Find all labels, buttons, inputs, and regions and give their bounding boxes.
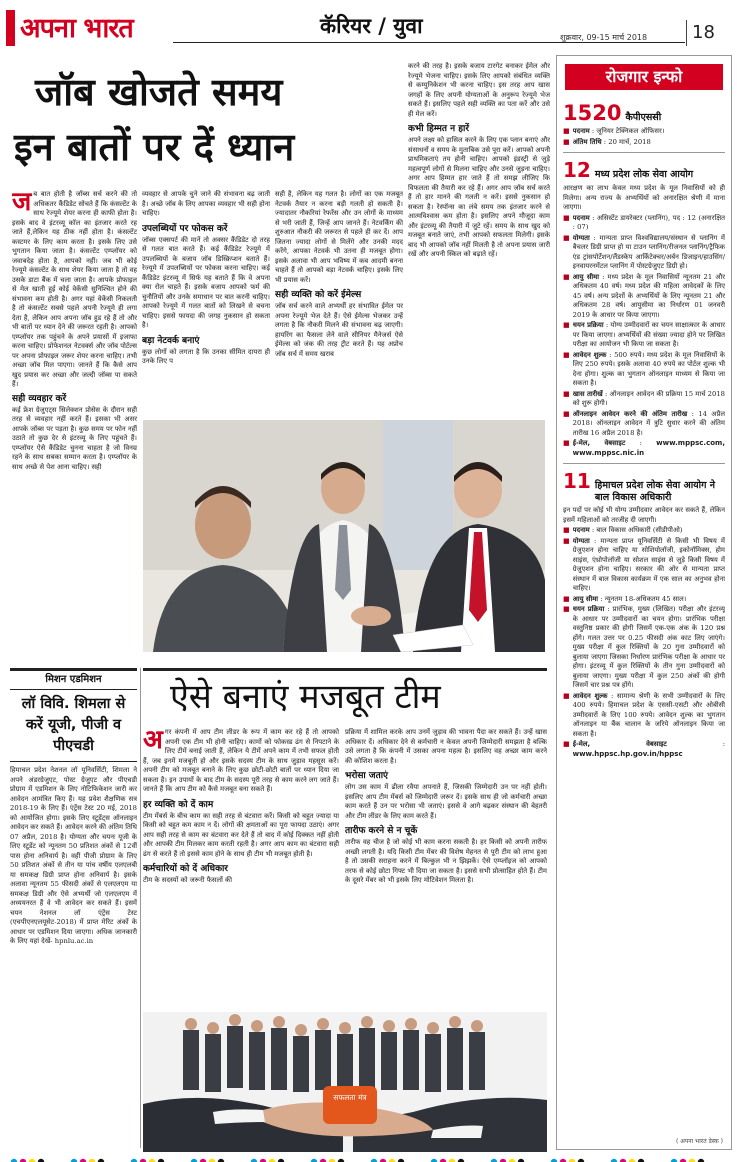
article1-col1 — [12, 190, 137, 518]
job-detail-text: योग्यता : मान्यता प्राप्त विश्वविद्यालय/संस्थान से प्लानिंग में बैचलर डिग्री प्राप्त हो या टाउन प्लानिंग/रीजनल प्लानिंग/ट्रैफिक एंड ट्रांसपोर्टेशन/लैंडस्केप आर्किटेक्चर/अर्बन डिजाइन/हाउसिंग/इनवायरनमेंटल प्लानिंग में पोस्टग्रेजुएट डिग्री हो। — [572, 233, 725, 270]
article2-col1 — [143, 728, 339, 1010]
bullet-icon: ■ — [563, 605, 570, 613]
job-detail — [563, 214, 725, 233]
subhead-behaviour: सही व्यवहार करें — [12, 393, 67, 404]
article1-intro: ब बात होती है जॉब्स सर्च करने की तो अधिकतर कैंडिडेट सोचते हैं कि कंसल्टेंट के साथ रेज्यूमे शेयर करना ही काफी होता है। इसके बाद वे इंटरव्यू कॉल का इंतजार करते रह जाते हैं,लेकिन यह ठीक नहीं होता है। कंसल्टेंट कस्टमर के लिए काम करता है। इसके लिए उसे भुगतान किया जाता है। कंसल्टेंट एम्प्लॉयर को जवाबदेह होता है, आपको नहीं। जब भी कोई रेज्यूमे कंसल्टेंट के साथ शेयर किया जाता है तो वह उसके डाटा बैंक में चला जाता है। आपके प्रोफाइल से मेल खाती हुई कोई वेकेंसी सुनिश्चित होने की संभावना कम होती है। अगर यहां वेकेंसी निकलती है तो कंसल्टेंट सबसे पहले अपनी रेज्यूमे ही लगा देता है, लेकिन आप अपना जॉब हुड रहे हैं तो और भी बातों पर ध्यान देने की जरूरत रहती है। आपको एम्प्लॉयर तक पहुंचने के अपने प्रयासों में इजाफा करना चाहिए। प्रोफेशनल नेटवर्क्स और जॉब पोर्टल्स पर अपना प्रोफाइल जरूर शेयर करना चाहिए। तभी अच्छा जॉब मिल पाएगा। जानते हैं कि कैसे आप खुद प्रयास कर अच्छा और जल्दी जॉब्स पा सकते हैं। — [12, 190, 137, 388]
job-detail — [563, 273, 725, 321]
hand-shake-image — [143, 1012, 547, 1152]
job-detail-text: ऑनलाइन आवेदन करने की अंतिम तारीख : 14 अप्रैल 2018। ऑनलाइन आवेदन में त्रुटि सुधार करने की अंतिम तारीख 16 अप्रैल 2018 है। — [572, 409, 725, 437]
job-detail-value: सामान्य श्रेणी के सभी उम्मीदवारों के लिए 400 रुपये। हिमाचल प्रदेश के एससी-एसटी और ओबीसी उम्मीदवारों के लिए 100 रुपये। आवेदन शुल्क का भुगतान ऑनलाइन या बैंक चालान के जरिये ऑनलाइन किया जा सकता है। — [572, 691, 725, 738]
bullet-icon: ■ — [563, 389, 570, 398]
subhead-work: हर व्यक्ति को दें काम — [143, 799, 214, 810]
issue-date: शुक्रवार, 09-15 मार्च 2018 — [560, 33, 648, 42]
job-detail-text: योग्यता : मान्यता प्राप्त यूनिवर्सिटी से किसी भी विषय में ग्रेजुएशन होना चाहिए या सोशियोलॉजी, इकोनॉमिक्स, होम साइंस, एंथ्रोपोलॉजी या सोशल साइंस से जुड़े किसी विषय में ग्रेजुएशन होना चाहिए। सरकार की ओर से मान्यता प्राप्त संस्थान में बाल विकास कार्यक्रम में एक साल का अनुभव होना चाहिए। — [572, 536, 725, 592]
job-detail-label: योग्यता — [572, 233, 590, 242]
job-detail-label: योग्यता — [572, 536, 590, 545]
subhead-trust: भरोसा जताएं — [345, 771, 389, 781]
article2-col2-text: प्रक्रिया में शामिल करके आप उनमें जुड़ाव की भावना पैदा कर सकते हैं। उन्हें खास अधिकार दें। अधिकार देने से कर्मचारी न केवल अपनी जिम्मेदारी समझता है बल्कि उसे लगता है कि कंपनी में उसका अपना महत्व है। इसलिए वह अच्छा काम करने की कोशिश करता है। — [345, 728, 547, 765]
job-detail — [563, 321, 725, 350]
job-detail — [563, 692, 725, 740]
job-intro: आरक्षण का लाभ केवल मध्य प्रदेश के मूल निवासियों को ही मिलेगा। अन्य राज्य के अभ्यर्थियों को अनारक्षित श्रेणी में माना जाएगा। — [563, 184, 725, 211]
job-vacancy-count: 12 — [563, 158, 591, 182]
bullet-icon: ■ — [563, 594, 570, 603]
job-detail-label: ई-मेल, वेबसाइट — [572, 439, 626, 447]
job-detail-text: पदनाम : बाल विकास अधिकारी (सीडीपीओ) — [572, 526, 683, 534]
sidebar-header-title: रोजगार इन्फो — [605, 67, 683, 86]
article1-col4-text: करने की तरह है। इसके बजाय टारगेट बनाकर ईमेल और रेज्यूमे भेजना चाहिए। इसके लिए आपको संबंधित व्यक्ति से कम्युनिकेशन भी करना चाहिए। इस तरह आप खास जगहों के लिए अपनी योग्यताओं के अनुरूप रेज्यूमे भेज सकते हैं। इसलिए पहले सही व्यक्ति का पता करें और उसे ही मेल करें। — [408, 62, 550, 118]
job-detail-label: ई-मेल, वेबसाइट — [572, 740, 667, 748]
job-detail-value: बाल विकास अधिकारी (सीडीपीओ) — [596, 526, 683, 534]
job-detail-text: ई-मेल, वेबसाइट : www.hppsc.hp.gov.in/hppsc — [572, 740, 725, 758]
subhead-achievements: उपलब्धियों पर फोकस करें — [142, 223, 228, 234]
job-detail-text: पदनाम : जूनियर टेक्निकल ऑफिसर। — [572, 127, 665, 135]
job-list — [557, 90, 731, 764]
job-detail — [563, 439, 725, 458]
job-detail — [563, 127, 725, 137]
job-card — [563, 152, 725, 463]
job-card-header — [563, 469, 725, 504]
job-detail-label: खास तारीखें — [572, 389, 603, 398]
badge-text: सफलता मंत्र — [333, 1093, 367, 1102]
job-card — [563, 463, 725, 764]
job-title: मध्य प्रदेश लोक सेवा आयोग — [594, 169, 694, 180]
job-detail — [563, 138, 725, 148]
job-title: हिमाचल प्रदेश लोक सेवा आयोग ने बाल विकास अधिकारी — [594, 480, 716, 503]
headline-line2: इन बातों पर दें ध्यान — [14, 125, 295, 169]
bullet-icon: ■ — [563, 740, 570, 748]
article2-intro: गर कंपनी में आप टीम लीडर के रूप में काम कर रहे हैं तो आपको अपनी एक टीम भी होनी चाहिए। कामों को फोकस्ड ढंग से निपटाने के लिए टीमें बनाई जाती हैं, लेकिन ये टीमें अपने काम में तभी सफल होती हैं, जब इनमें मजबूती हो और इसके सदस्य टीम के साथ जुड़ाव महसूस करें। अपनी टीम को मजबूत बनाने के लिए कुछ छोटी-छोटी बातों पर ध्यान दिया जा सकता है। इन उपायों के बाद टीम के सदस्य पूरी तरह से काम करने लग जाते हैं। जानते हैं कि आप टीम को कैसे मजबूत बना सकते हैं। — [143, 728, 339, 793]
bullet-icon: ■ — [563, 233, 570, 242]
job-detail-text: चयन प्रक्रिया : योग्य उम्मीदवारों का चयन साक्षात्कार के आधार पर किया जाएगा। अभ्यर्थियों की संख्या ज्यादा होने पर लिखित परीक्षा का आयोजन भी किया जा सकता है। — [572, 321, 725, 348]
article1-email-text: जॉब सर्च करने वाले अभ्यर्थी हर संभावित ईमेल पर अपना रेज्यूमे भेज देते हैं। ऐसे ईमेल्स भेजकर उन्हें लगता है कि नौकरी मिलने की संभावना बढ़ जाएगी। हायरिंग का फैसला लेने वाले सीनियर मैनेजर्स ऐसे ईमेल्स को जंक की तरह ट्रीट करते हैं। यह अप्रोच जॉब सर्च में समय खराब — [275, 302, 403, 358]
bullet-icon: ■ — [563, 127, 570, 135]
job-detail-value: न्यूनतम 18-अधिकतम 45 साल। — [604, 594, 687, 603]
job-detail-label: पदनाम — [572, 526, 590, 534]
job-detail-text: आवेदन शुल्क : सामान्य श्रेणी के सभी उम्मीदवारों के लिए 400 रुपये। हिमाचल प्रदेश के एससी-एसटी और ओबीसी उम्मीदवारों के लिए 100 रुपये। आवेदन शुल्क का भुगतान ऑनलाइन या बैंक चालान के जरिये ऑनलाइन किया जा सकता है। — [572, 691, 725, 738]
article1-col3-text: सही है, लेकिन यह गलत है। लोगों का एक मजबूत नेटवर्क तैयार न करना बड़ी गलती हो सकती है। ज्यादातर नौकरियां रेफरेंस और उन लोगों के माध्यम से भरी जाती हैं, जिन्हें आप जानते हैं। नेटवर्किंग की शुरुआत नौकरी की जरूरत से पहले ही कर दें। आप जितना ज्यादा लोगों से मिलेंगे और उनकी मदद करेंगे, आपका नेटवर्क भी उतना ही मजबूत होगा। इसके अलावा भी आप भविष्य में कब आदमी बनना चाहते हैं तो आपको बड़ा नेटवर्क चाहिए। इसके लिए भी प्रयास करें। — [275, 190, 403, 284]
article1-network-text: कुछ लोगों को लगता है कि उनका सीमित दायरा ही उनके लिए प — [142, 347, 270, 365]
subhead-praise: तारीफ करने से न चूकें — [345, 826, 418, 836]
job-vacancy-count: 11 — [563, 469, 591, 493]
job-intro: इन पदों पर कोई भी योग्य उम्मीदवार आवेदन कर सकते हैं, लेकिन इसमें महिलाओं को तरजीह दी जाएगी। — [563, 506, 725, 524]
color-registration-dots — [0, 1152, 737, 1162]
mission-body: हिमाचल प्रदेश नेशनल लॉ यूनिवर्सिटी, शिमला ने अपने अंडरग्रेजुएट, पोस्ट ग्रेजुएट और पीएचडी प्रोग्राम में एडमिशन के लिए नोटिफिकेशन जारी कर आवेदन आमंत्रित किए हैं। यह प्रवेश शैक्षणिक सत्र 2018-19 के लिए हैं। एंट्रेंस टेस्ट 20 मई, 2018 को आयोजित होगा। इसके लिए स्टूडेंट्स ऑनलाइन आवेदन कर सकते हैं। आवेदन करने की अंतिम तिथि 07 अप्रैल, 2018 है। योग्यता और चयनः यूजी के लिए स्टूडेंट को न्यूनतम 50 प्रतिशत अंकों से 12वीं पास होना अनिवार्य है। वहीं पीजी प्रोग्राम के लिए 50 प्रतिशत अंकों से तीन या पांच वर्षीय एलएलबी या समकक्ष डिग्री प्राप्त होना अनिवार्य है। इसके अलावा न्यूनतम 55 फीसदी अंकों से एलएलएम या समकक्ष डिग्री और ऐसे अभ्यर्थी जो एलएलएम में अध्ययनरत हैं वे भी आवेदन कर सकते हैं। इसमें चयन नेशनल लॉ एंट्रेंस टेस्ट (एचपीएनएलयूसेट-2018) में प्राप्त मेरिट अंकों के आधार पर एडमिशन दिया जाएगा। अधिक जानकारी के लिए यहां देखें- hpnlu.ac.in — [10, 766, 137, 945]
job-detail — [563, 526, 725, 536]
job-detail — [563, 410, 725, 439]
job-detail-label: पदनाम — [572, 127, 590, 135]
desk-credit: ( अपना भारत डेस्क ) — [676, 1138, 723, 1145]
masthead-divider — [686, 20, 687, 46]
page-number: 18 — [692, 22, 715, 43]
bullet-icon: ■ — [563, 691, 570, 700]
bullet-icon: ■ — [563, 536, 570, 545]
article2-headline: ऐसे बनाएं मजबूत टीम — [170, 677, 441, 717]
job-detail-value: मान्यता प्राप्त यूनिवर्सिटी से किसी भी विषय में ग्रेजुएशन होना चाहिए या सोशियोलॉजी, इकोनॉमिक्स, होम साइंस, एंथ्रोपोलॉजी या सोशल साइंस से जुड़े किसी विषय में ग्रेजुएशन होना चाहिए। सरकार की ओर से मान्यता प्राप्त संस्थान में बाल विकास कार्यक्रम में एक साल का अनुभव होना चाहिए। — [572, 536, 725, 592]
job-detail-label: आयु सीमा — [572, 594, 599, 603]
job-detail-text: ई-मेल, वेबसाइट : www.mppsc.com, www.mppsc.nic.in — [572, 439, 725, 457]
job-detail — [563, 351, 725, 389]
mission-label: मिशन एडमिशन — [10, 671, 137, 690]
article2-rule — [143, 668, 547, 671]
job-detail-label: चयन प्रक्रिया — [572, 321, 604, 329]
bullet-icon: ■ — [563, 439, 570, 447]
job-detail-value: ऑनलाइन आवेदन की प्रक्रिया 15 मार्च 2018 को शुरू होगी। — [572, 389, 725, 407]
job-detail-value[interactable]: www.hppsc.hp.gov.in/hppsc — [572, 749, 683, 758]
bullet-icon: ■ — [563, 350, 570, 359]
job-detail-value: मान्यता प्राप्त विश्वविद्यालय/संस्थान से प्लानिंग में बैचलर डिग्री प्राप्त हो या टाउन प्लानिंग/रीजनल प्लानिंग/ट्रैफिक एंड ट्रांसपोर्टेशन/लैंडस्केप आर्किटेक्चर/अर्बन डिजाइन/हाउसिंग/इनवायरनमेंटल प्लानिंग में पोस्टग्रेजुएट डिग्री हो। — [572, 233, 725, 270]
bullet-icon: ■ — [563, 137, 570, 146]
article1-behaviour-text: कई फ्रेश ग्रेजुएट्स सिलेक्शन प्रोसेस के दौरान सही तरह से व्यवहार नहीं करते हैं। इसका भी असर आपके जॉब्स पर पड़ता है। कुछ समय पर फोन नहीं उठाते तो कुछ देर से इंटरव्यू के लिए पहुंचते हैं। एम्प्लॉयर ऐसे कैंडिडेट चुनना चाहता है जो विनम्र रहने के साथ सबका सम्मान करता है। एम्प्लॉयर के साथ अच्छे से पेश आना चाहिए। सही — [12, 405, 137, 471]
job-detail-value: जूनियर टेक्निकल ऑफिसर। — [596, 127, 665, 135]
mission-box — [10, 668, 137, 1146]
job-card — [563, 96, 725, 152]
job-detail-value: मध्य प्रदेश के मूल निवासियों न्यूनतम 21 और अधिकतम 40 वर्ष। मध्य प्रदेश की महिला आवेदकों के लिए 45 वर्ष। अन्य प्रदेशों के अभ्यर्थियों के लिए न्यूनतम 21 और अधिकतम 28 वर्ष। आयुसीमा का निर्धारण 01 जनवरी 2019 के आधार पर किया जाएगा। — [572, 272, 725, 319]
article1-achievements-text: जॉब्स एक्सपर्ट की मानें तो अक्सर कैंडिडेट दो तरह से गलत बात करते हैं। कई कैंडिडेट रेज्यूमे में उपलब्धियों के बजाय जॉब डिस्क्रिप्शन बताते हैं। रेज्यूमे में उपलब्धियों पर फोकस करना चाहिए। कई कैंडिडेट इंटरव्यू में सिर्फ यह बताते हैं कि वे अपना क्या रोल चाहते हैं। इसके बजाय आपको फर्म की चुनौतियों और उनके समाधान पर बात करनी चाहिए। आपको रेज्यूमे में गलत बातों को लिखने से बचना चाहिए। इससे फायदा की जगह नुकसान हो सकता है। — [142, 235, 270, 329]
job-detail-text: चयन प्रक्रिया : प्रारंभिक, मुख्य (लिखित) परीक्षा और इंटरव्यू के आधार पर उम्मीदवारों का चयन होगा। प्रारंभिक परीक्षा वस्तुनिष्ठ प्रकार की होगी जिसमें एक-एक अंक के 120 प्रश्न होंगे। गलत उत्तर पर 0.25 फीसदी अंक काट लिए जाएंगे। मुख्य परीक्षा में कुल रिक्तियों के 20 गुना उम्मीदवारों को बुलाया जाएगा जिसका निर्धारण प्रारंभिक परीक्षा के आधार पर होगा। इंटरव्यू में कुल रिक्तियों के तीन गुना उम्मीदवारों को बुलाया जाएगा। मुख्य परीक्षा में कुल 250 अंकों की होगी जिसमें चार प्रश्न पत्र होंगे। — [572, 605, 725, 689]
article2-dropcap: अ — [143, 728, 163, 755]
sidebar — [556, 55, 732, 1150]
mission-headline: लॉ विवि. शिमला से करें यूजी, पीजी व पीएचडी — [10, 690, 137, 762]
bullet-icon: ■ — [563, 526, 570, 534]
job-card-header — [563, 158, 725, 182]
success-mantra-badge — [323, 1086, 377, 1124]
business-meeting-image — [143, 420, 545, 652]
job-title: कैपीएससी — [625, 112, 662, 123]
job-detail-text: आयु सीमा : न्यूनतम 18-अधिकतम 45 साल। — [572, 594, 687, 603]
job-detail-label: पदनाम — [572, 213, 590, 222]
article2-praise-text: तारीफ वह चीज है जो कोई भी काम करना सकती है। हर किसी को अपनी तारीफ अच्छी लगती है। यदि किसी टीम मेंबर की विशेष मेहनत से पूरी टीम को लाभ हुआ है तो उसकी सराहना करने में बिल्कुल भी न झिझकें। ऐसे एम्प्लॉइज को आपको तरफ से कोई छोटा गिफ्ट भी दिया जा सकता है। इससे सभी प्रोत्साहित होते हैं। टीम के दूसरे मेंबर को भी इसके लिए मोटिवेशन मिलता है। — [345, 838, 547, 884]
job-detail-text: पदनाम : असिस्टेंट डायरेक्टर (प्लानिंग), पद : 12 (अनारक्षित : 07) — [572, 213, 725, 231]
dropcap: ज — [12, 190, 32, 217]
job-detail — [563, 595, 725, 605]
job-detail-text: खास तारीखें : ऑनलाइन आवेदन की प्रक्रिया 15 मार्च 2018 को शुरू होगी। — [572, 389, 725, 407]
masthead-rule — [173, 42, 685, 43]
job-detail-value: असिस्टेंट डायरेक्टर (प्लानिंग), पद : 12 (अनारक्षित : 07) — [572, 213, 725, 231]
job-detail-label: चयन प्रक्रिया — [572, 605, 605, 613]
job-detail-label: आवेदन शुल्क — [572, 350, 607, 359]
headline-line1: जॉब खोजते समय — [35, 70, 283, 114]
job-detail-label: आयु सीमा — [572, 272, 600, 281]
job-detail-text: आवेदन शुल्क : 500 रुपये। मध्य प्रदेश के मूल निवासियों के लिए 250 रुपये। इसके अलावा 40 रुपये का पोर्टल शुल्क भी देना होगा। शुल्क का भुगतान ऑनलाइन माध्यम से किया जा सकता है। — [572, 350, 725, 387]
bullet-icon: ■ — [563, 272, 570, 281]
masthead-red-bar — [6, 10, 15, 46]
brand-logo: अपना भारत — [20, 13, 133, 44]
job-detail — [563, 740, 725, 759]
subhead-courage: कभी हिम्मत न हारें — [408, 124, 470, 134]
article2-trust-text: लोग उस काम में ढीला रवैया अपनाते हैं, जिसकी जिम्मेदारी उन पर नहीं होती। इसलिए आप टीम मेंबर्स को जिम्मेदारी जरूर दें। इसके साथ ही जो कर्मचारी अच्छा काम करते हैं उन पर भरोसा भी जताएं। इससे वे आगे बढ़कर संस्थान की बेहतरी और टीम लीडर के लिए काम करते हैं। — [345, 783, 547, 820]
job-detail-value: 14 अप्रैल 2018। ऑनलाइन आवेदन में त्रुटि सुधार करने की अंतिम तारीख 16 अप्रैल 2018 है। — [572, 409, 725, 437]
masthead — [0, 0, 737, 50]
article1-courage-text: अपने लक्ष्य को हासिल करने के लिए एक प्लान बनाएं और संसाधनों व समय के मुताबिक उसे पूरा करें। आपको अपनी प्राथमिकताएं तय होनी चाहिए। आपको इंडस्ट्री से जुड़े महत्वपूर्ण लोगों से मिलना चाहिए और उनसे जुड़ना चाहिए। अगर आप हिम्मत हार जाते हैं तो समझ लीजिए कि विफलता की तैयारी कर रहे हैं। अगर आप जॉब सर्च करते हैं तो हार मानने की गलती न करें। इससे नुकसान हो सकता है। रेस्पॉन्स का लंबे समय तक इंतजार करने से आत्मविश्वास कम होता है। इसलिए अपने मौजूदा काम और इंटरव्यू की तैयारी में जुटे रहें। समय के साथ खुद को मजबूत बनाते जाएं, तभी आपको सफलता मिलेगी। इसके बाद भी आपको जॉब नहीं मिलती है तो अपना प्रयास जारी रखें और अपनी स्किल को बढ़ाते रहें। — [408, 136, 550, 258]
section-title: कॅरियर / युवा — [320, 14, 423, 38]
subhead-rights: कर्मचारियों को दें अधिकार — [143, 864, 228, 874]
job-detail-label: अंतिम तिथि — [572, 137, 602, 146]
job-detail-text: अंतिम तिथि : 20 मार्च, 2018 — [572, 137, 651, 146]
job-detail-value: योग्य उम्मीदवारों का चयन साक्षात्कार के आधार पर किया जाएगा। अभ्यर्थियों की संख्या ज्यादा होने पर लिखित परीक्षा का आयोजन भी किया जा सकता है। — [572, 321, 725, 348]
job-detail-label: ऑनलाइन आवेदन करने की अंतिम तारीख — [572, 409, 688, 418]
article2-work-text: टीम मेंबर्स के बीच काम का सही तरह से बंटवारा करें। किसी को बहुत ज्यादा या किसी को बहुत कम काम न दें। लोगों की क्षमताओं का पूरा फायदा उठाएं। अगर आप सही तरह से काम का बंटवारा कर देते हैं तो बाद में कोई दिक्कत नहीं होती और आपकी टीम मिलकर काम करती रहती है। अगर आप काम का बंटवारा सही ढंग से करते हैं तो इससे काम होने के साथ ही टीम भी मजबूत होती है। — [143, 811, 339, 858]
bullet-icon: ■ — [563, 321, 570, 329]
article2-rights-text: टीम के सदस्यों को जरूरी फैसलों की — [143, 876, 233, 884]
job-detail-text: आयु सीमा : मध्य प्रदेश के मूल निवासियों न्यूनतम 21 और अधिकतम 40 वर्ष। मध्य प्रदेश की महिला आवेदकों के लिए 45 वर्ष। अन्य प्रदेशों के अभ्यर्थियों के लिए न्यूनतम 21 और अधिकतम 28 वर्ष। आयुसीमा का निर्धारण 01 जनवरी 2019 के आधार पर किया जाएगा। — [572, 272, 725, 319]
job-vacancy-count: 1520 — [563, 101, 622, 125]
bullet-icon: ■ — [563, 213, 570, 222]
subhead-network: बड़ा नेटवर्क बनाएं — [142, 335, 200, 346]
job-detail — [563, 234, 725, 272]
job-detail — [563, 605, 725, 691]
job-card-header — [563, 101, 725, 125]
job-detail-value[interactable]: www.mppsc.com, www.mppsc.nic.in — [572, 439, 725, 457]
sidebar-header — [565, 64, 723, 90]
job-detail-label: आवेदन शुल्क — [572, 691, 608, 700]
column-divider — [140, 668, 141, 1148]
job-detail — [563, 390, 725, 409]
job-detail-value: प्रारंभिक, मुख्य (लिखित) परीक्षा और इंटरव्यू के आधार पर उम्मीदवारों का चयन होगा। प्रारंभिक परीक्षा वस्तुनिष्ठ प्रकार की होगी जिसमें एक-एक अंक के 120 प्रश्न होंगे। गलत उत्तर पर 0.25 फीसदी अंक काट लिए जाएंगे। मुख्य परीक्षा में कुल रिक्तियों के 20 गुना उम्मीदवारों को बुलाया जाएगा जिसका निर्धारण प्रारंभिक परीक्षा के आधार पर होगा। इंटरव्यू में कुल रिक्तियों के तीन गुना उम्मीदवारों को बुलाया जाएगा। मुख्य परीक्षा में कुल 250 अंकों की होगी जिसमें चार प्रश्न पत्र होंगे। — [572, 605, 725, 689]
job-detail-value: 500 रुपये। मध्य प्रदेश के मूल निवासियों के लिए 250 रुपये। इसके अलावा 40 रुपये का पोर्टल शुल्क भी देना होगा। शुल्क का भुगतान ऑनलाइन माध्यम से किया जा सकता है। — [572, 350, 725, 387]
job-detail — [563, 537, 725, 594]
bullet-icon: ■ — [563, 409, 570, 418]
article1-col2-text: व्यवहार से आपके चुने जाने की संभावना बढ़ जाती है। अच्छे जॉब के लिए आपका व्यवहार भी सही होना चाहिए। — [142, 190, 270, 217]
subhead-email: सही व्यक्ति को करें ईमेल्स — [275, 290, 362, 300]
article2-col2 — [345, 728, 547, 1010]
job-detail-value: 20 मार्च, 2018 — [608, 137, 651, 146]
